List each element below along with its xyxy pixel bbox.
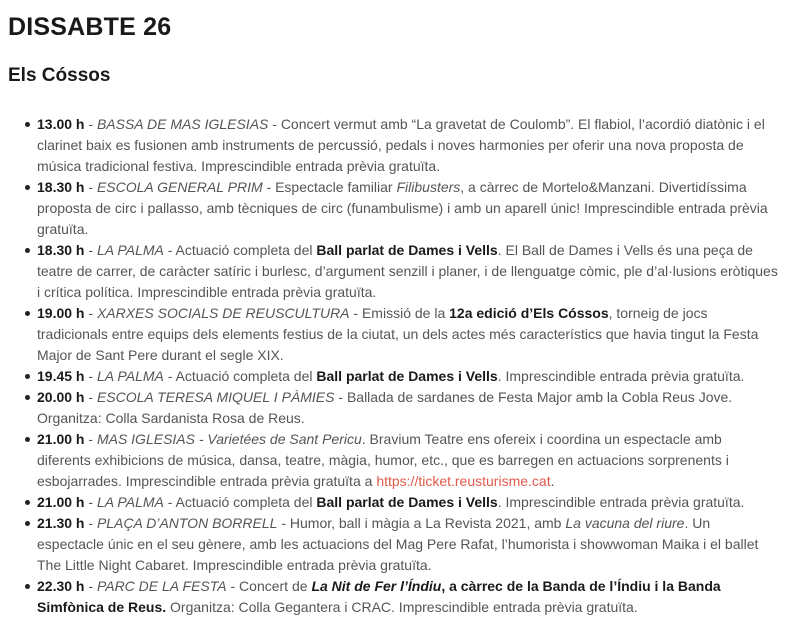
event-description: . El Ball de Dames i Vells és una peça de teatre de carrer, de caràcter satíric i burlesc, d’argument senzill i planer, i de llenguatge còmic, ple d’al·lusions eròtiques i crítica política. Imprescindible entrada prèvia gratuïta.	[37, 242, 778, 300]
event-place: LA PALMA	[96, 494, 164, 510]
list-item	[37, 114, 778, 177]
separator: -	[84, 515, 97, 531]
separator: -	[84, 179, 97, 195]
event-description: - Espectacle familiar	[262, 179, 397, 195]
separator: -	[84, 494, 97, 510]
event-description: - Ballada de sardanes de Festa Major amb la Cobla Reus Jove. Organitza: Colla Sardanista Rosa de Reus.	[37, 389, 733, 426]
event-time: 18.30 h	[37, 179, 85, 195]
event-place: PLAÇA D’ANTON BORRELL	[96, 515, 278, 531]
event-place: BASSA DE MAS IGLESIAS	[96, 116, 269, 132]
section-heading: Els Cóssos	[8, 65, 111, 86]
event-description: - Actuació completa del	[163, 368, 317, 384]
event-place: PARC DE LA FESTA	[96, 578, 227, 594]
event-title-bold: Ball parlat de Dames i Vells	[316, 368, 498, 384]
ticket-link[interactable]: https://ticket.reusturisme.cat	[376, 473, 551, 489]
event-title-bold: Ball parlat de Dames i Vells	[316, 242, 498, 258]
event-description: . Un espectacle únic en el seu gènere, amb les actuacions del Mag Pere Rafat, l’humorista i showwoman Maika i el ballet The Little Night Cabaret. Imprescindible entrada prèvia gratuïta.	[37, 515, 759, 573]
event-time: 13.00 h	[37, 116, 85, 132]
list-item	[37, 240, 778, 303]
event-place: LA PALMA	[96, 368, 164, 384]
event-title-bold-italic: La Nit de Fer l’Índiu	[311, 578, 442, 594]
list-item	[37, 366, 778, 387]
separator: -	[84, 116, 97, 132]
event-place: XARXES SOCIALS DE REUSCULTURA	[96, 305, 350, 321]
list-item	[37, 387, 778, 429]
event-description: . Imprescindible entrada prèvia gratuïta.	[497, 494, 745, 510]
event-title-italic: Filibusters	[396, 179, 461, 195]
event-place: ESCOLA GENERAL PRIM	[96, 179, 263, 195]
separator: -	[84, 368, 97, 384]
event-description: - Actuació completa del	[163, 494, 317, 510]
event-description: .	[550, 473, 555, 489]
event-time: 20.00 h	[37, 389, 85, 405]
event-description: . Bravium Teatre ens ofereix i coordina un espectacle amb diferents exhibicions de música, dansa, teatre, màgia, humor, etc., que es barregen en actuacions sorprenents i esbojarrades. Imprescindible entrada prèvia gratuïta a	[37, 431, 729, 489]
event-description: Organitza: Colla Gegantera i CRAC. Imprescindible entrada prèvia gratuïta.	[166, 599, 638, 615]
event-description: - Emissió de la	[349, 305, 450, 321]
separator: -	[84, 578, 97, 594]
event-list	[8, 114, 778, 618]
event-description: - Concert vermut amb “La gravetat de Coulomb”. El flabiol, l’acordió diatònic i el clarinet baix es fusionen amb instruments de percussió, pedals i noves harmonies per oferir una nova proposta de música tradicional festiva. Imprescindible entrada prèvia gratuïta.	[37, 116, 765, 174]
event-title-bold: Ball parlat de Dames i Vells	[316, 494, 498, 510]
list-item	[37, 576, 778, 618]
event-description: - Humor, ball i màgia a La Revista 2021, amb	[277, 515, 566, 531]
event-title-bold: 12a edició d’Els Cóssos	[449, 305, 609, 321]
event-time: 19.45 h	[37, 368, 85, 384]
event-time: 18.30 h	[37, 242, 85, 258]
separator: -	[84, 305, 97, 321]
event-description: - Concert de	[226, 578, 312, 594]
list-item	[37, 177, 778, 240]
list-item	[37, 513, 778, 576]
list-item	[37, 303, 778, 366]
day-heading: DISSABTE 26	[8, 13, 172, 41]
event-place: MAS IGLESIAS - Varietées de Sant Pericu	[96, 431, 362, 447]
separator: -	[84, 242, 97, 258]
separator: -	[84, 431, 97, 447]
event-time: 21.00 h	[37, 494, 85, 510]
event-place: LA PALMA	[96, 242, 164, 258]
event-description: , torneig de jocs tradicionals entre equips dels elements festius de la ciutat, un dels actes més característics que havia tingut la Festa Major de Sant Pere durant el segle XIX.	[37, 305, 759, 363]
event-place: ESCOLA TERESA MIQUEL I PÀMIES	[96, 389, 335, 405]
event-time: 19.00 h	[37, 305, 85, 321]
event-time: 21.30 h	[37, 515, 85, 531]
event-time: 21.00 h	[37, 431, 85, 447]
event-time: 22.30 h	[37, 578, 85, 594]
event-title-bold: , a càrrec de la Banda de l’Índiu i la Banda Simfònica de Reus.	[37, 578, 721, 615]
separator: -	[84, 389, 97, 405]
list-item	[37, 492, 778, 513]
event-description: - Actuació completa del	[163, 242, 317, 258]
event-title-italic: La vacuna del riure	[565, 515, 685, 531]
event-description: , a càrrec de Mortelo&Manzani. Divertidíssima proposta de circ i pallasso, amb tècniques de circ (funambulisme) i amb un aparell únic! Imprescindible entrada prèvia gratuïta.	[37, 179, 768, 237]
event-description: . Imprescindible entrada prèvia gratuïta.	[497, 368, 745, 384]
list-item	[37, 429, 778, 492]
